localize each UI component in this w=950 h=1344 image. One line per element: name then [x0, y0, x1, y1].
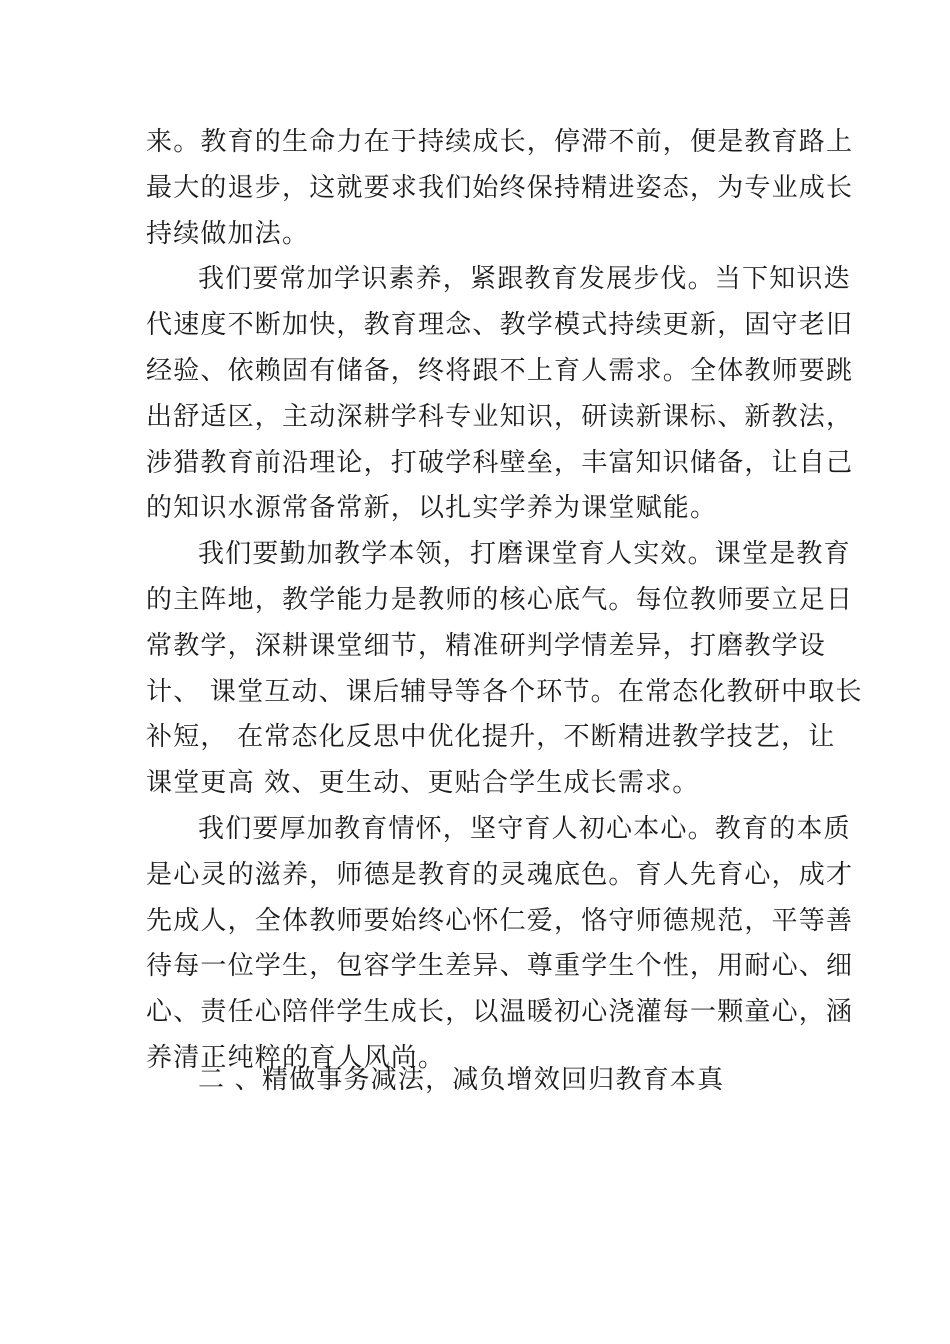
paragraph-2-line-4: 出舒适区，主动深耕学科专业知识，研读新课标、新教法，	[146, 401, 854, 432]
paragraph-3-line-6: 课堂更高 效、更生动、更贴合学生成长需求。	[146, 768, 700, 799]
paragraph-2-line-5: 涉猎教育前沿理论，打破学科壁垒，丰富知识储备，让自己	[146, 447, 854, 478]
paragraph-3-line-3: 常教学，深耕课堂细节，精准研判学情差异，打磨教学设	[146, 630, 827, 661]
paragraph-1-line-2: 最大的退步，这就要求我们始终保持精进姿态，为专业成长	[146, 172, 854, 203]
paragraph-3-line-4: 计、 课堂互动、课后辅导等各个环节。在常态化教研中取长	[146, 676, 863, 707]
paragraph-2-line-2: 代速度不断加快，教育理念、教学模式持续更新，固守老旧	[146, 310, 854, 341]
paragraph-2-line-1: 我们要常加学识素养，紧跟教育发展步伐。当下知识迭	[198, 264, 851, 295]
paragraph-1-line-1: 来。教育的生命力在于持续成长，停滞不前，便是教育路上	[146, 127, 854, 157]
paragraph-4-line-5: 心、责任心陪伴学生成长，以温暖初心浇灌每一颗童心，涵	[146, 997, 854, 1028]
paragraph-4-line-2: 是心灵的滋养，师德是教育的灵魂底色。育人先育心，成才	[146, 859, 854, 890]
paragraph-4-line-1: 我们要厚加教育情怀，坚守育人初心本心。教育的本质	[198, 813, 851, 844]
paragraph-4-line-4: 待每一位学生，包容学生差异、尊重学生个性，用耐心、细	[146, 951, 854, 982]
paragraph-4-line-3: 先成人，全体教师要始终心怀仁爱，恪守师德规范，平等善	[146, 905, 854, 936]
paragraph-3-line-1: 我们要勤加教学本领，打磨课堂育人实效。课堂是教育	[198, 539, 851, 570]
section-heading: 二 、精做事务减法，减负增效回归教育本真	[198, 1065, 725, 1095]
paragraph-2-line-6: 的知识水源常备常新，以扎实学养为课堂赋能。	[146, 493, 718, 524]
paragraph-2-line-3: 经验、依赖固有储备，终将跟不上育人需求。全体教师要跳	[146, 355, 854, 386]
paragraph-3-line-5: 补短， 在常态化反思中优化提升，不断精进教学技艺，让	[146, 722, 836, 753]
document-body	[146, 120, 863, 1082]
paragraph-1-line-3: 持续做加法。	[146, 218, 310, 249]
paragraph-4-line-6: 养清正纯粹的育人风尚。	[146, 1042, 446, 1073]
paragraph-3-line-2: 的主阵地，教学能力是教师的核心底气。每位教师要立足日	[146, 584, 854, 615]
